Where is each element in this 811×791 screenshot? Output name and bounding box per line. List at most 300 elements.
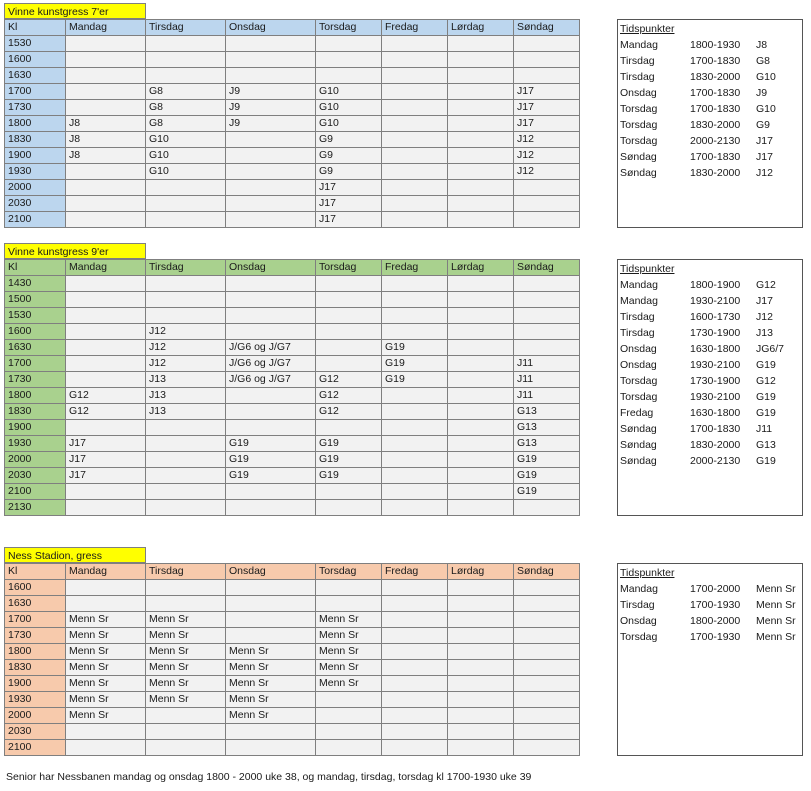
time-cell: 1500 [5,292,66,308]
slot-cell [316,740,382,756]
time-cell: 1630 [5,596,66,612]
tidspunkt-day: Mandag [620,583,658,595]
slot-cell [66,740,146,756]
slot-cell: J9 [226,84,316,100]
tidspunkt-day: Torsdag [620,631,658,643]
slot-cell [382,324,448,340]
slot-cell [66,356,146,372]
slot-cell [448,660,514,676]
slot-cell [146,196,226,212]
slot-cell [382,84,448,100]
slot-cell [514,292,580,308]
slot-cell [146,180,226,196]
slot-cell [316,68,382,84]
table-row [5,116,580,132]
slot-cell [146,708,226,724]
header-row [5,20,580,36]
slot-cell [382,676,448,692]
tidspunkt-time: 1700-1830 [690,103,741,115]
slot-cell: G12 [316,404,382,420]
slot-cell: G8 [146,116,226,132]
time-cell: 1800 [5,116,66,132]
table-row [5,324,580,340]
column-header: Lørdag [448,20,514,36]
slot-cell [146,436,226,452]
tidspunkt-team: G8 [756,55,771,67]
column-header: Tirsdag [146,20,226,36]
tidspunkt-time: 1830-2000 [690,439,741,451]
slot-cell: Menn Sr [226,660,316,676]
slot-cell [448,196,514,212]
table-row [5,436,580,452]
section3-title: Ness Stadion, gress [4,547,146,563]
table-row [5,212,580,228]
slot-cell [316,420,382,436]
tidspunkt-row [620,309,800,325]
tidspunkt-row [620,421,800,437]
tidspunkt-day: Søndag [620,167,657,179]
slot-cell [146,580,226,596]
tidspunkt-day: Tirsdag [620,327,655,339]
tidspunkt-row [620,597,800,613]
tidspunkt-time: 1700-1830 [690,55,741,67]
column-header: Fredag [382,260,448,276]
slot-cell [514,52,580,68]
slot-cell [448,292,514,308]
section3-schedule-table [4,563,580,756]
tidspunkt-team: J12 [756,311,773,323]
column-header: Søndag [514,20,580,36]
time-cell: 1800 [5,644,66,660]
slot-cell [382,692,448,708]
slot-cell [514,660,580,676]
time-cell: 1930 [5,692,66,708]
table-row [5,612,580,628]
slot-cell [448,740,514,756]
slot-cell [382,212,448,228]
slot-cell [448,324,514,340]
slot-cell [316,324,382,340]
column-header: Lørdag [448,564,514,580]
slot-cell [448,132,514,148]
slot-cell [382,452,448,468]
slot-cell [66,340,146,356]
slot-cell [226,580,316,596]
time-cell: 1730 [5,628,66,644]
slot-cell [514,180,580,196]
tidspunkt-team: JG6/7 [756,343,785,355]
slot-cell [382,500,448,516]
time-cell: 2000 [5,708,66,724]
column-header: Onsdag [226,20,316,36]
tidspunkt-row [620,581,800,597]
tidspunkt-team: J12 [756,167,773,179]
slot-cell: J12 [514,148,580,164]
slot-cell [146,52,226,68]
tidspunkt-time: 1830-2000 [690,167,741,179]
slot-cell [514,724,580,740]
slot-cell: G12 [316,372,382,388]
slot-cell [448,580,514,596]
slot-cell [448,484,514,500]
slot-cell [66,164,146,180]
slot-cell: Menn Sr [316,644,382,660]
slot-cell [382,148,448,164]
slot-cell: J13 [146,388,226,404]
slot-cell [382,116,448,132]
slot-cell [146,276,226,292]
slot-cell [226,740,316,756]
tidspunkt-team: G19 [756,359,776,371]
table-row [5,84,580,100]
tidspunkt-team: J8 [756,39,768,51]
slot-cell [382,196,448,212]
slot-cell [382,100,448,116]
slot-cell: J17 [316,196,382,212]
tidspunkt-team: G10 [756,71,776,83]
slot-cell [316,36,382,52]
slot-cell: G19 [514,484,580,500]
slot-cell [226,68,316,84]
tidspunkt-day: Tirsdag [620,55,655,67]
slot-cell [382,292,448,308]
tidspunkt-time: 1800-2000 [690,615,741,627]
slot-cell: J9 [226,100,316,116]
column-header: Kl [5,260,66,276]
table-row [5,404,580,420]
slot-cell [146,484,226,500]
slot-cell [382,180,448,196]
slot-cell: J8 [66,148,146,164]
tidspunkt-team: Menn Sr [756,631,796,643]
slot-cell [146,420,226,436]
table-row [5,340,580,356]
slot-cell [514,340,580,356]
tidspunkt-time: 1930-2100 [690,391,741,403]
slot-cell: Menn Sr [226,644,316,660]
column-header: Mandag [66,20,146,36]
tidspunkt-day: Mandag [620,39,658,51]
slot-cell [448,340,514,356]
tidspunkt-day: Søndag [620,439,657,451]
time-cell: 1900 [5,148,66,164]
slot-cell [514,676,580,692]
tidspunkt-time: 2000-2130 [690,455,741,467]
tidspunkter-heading: Tidspunkter [620,23,675,35]
column-header: Mandag [66,564,146,580]
slot-cell [448,692,514,708]
table-row [5,308,580,324]
slot-cell: J8 [66,116,146,132]
slot-cell: G13 [514,420,580,436]
slot-cell: G19 [514,468,580,484]
slot-cell [514,196,580,212]
table-row [5,420,580,436]
slot-cell [66,724,146,740]
slot-cell [66,308,146,324]
slot-cell: Menn Sr [226,708,316,724]
tidspunkt-time: 1630-1800 [690,343,741,355]
slot-cell [146,36,226,52]
slot-cell: Menn Sr [146,660,226,676]
section2-title: Vinne kunstgress 9'er [4,243,146,259]
tidspunkt-day: Torsdag [620,375,658,387]
slot-cell [514,580,580,596]
slot-cell [226,52,316,68]
time-cell: 1600 [5,52,66,68]
slot-cell: Menn Sr [66,612,146,628]
slot-cell [448,436,514,452]
slot-cell [382,404,448,420]
tidspunkt-team: J13 [756,327,773,339]
slot-cell: J11 [514,356,580,372]
slot-cell [146,724,226,740]
slot-cell: G13 [514,404,580,420]
slot-cell: Menn Sr [66,692,146,708]
tidspunkt-row [620,133,800,149]
column-header: Torsdag [316,564,382,580]
slot-cell [448,52,514,68]
table-row [5,692,580,708]
slot-cell [66,580,146,596]
tidspunkter-heading: Tidspunkter [620,263,675,275]
slot-cell [66,484,146,500]
table-row [5,148,580,164]
column-header: Kl [5,564,66,580]
slot-cell: G19 [382,340,448,356]
slot-cell: Menn Sr [316,612,382,628]
tidspunkt-time: 1800-1900 [690,279,741,291]
slot-cell: G12 [66,388,146,404]
section2-schedule-table [4,259,580,516]
slot-cell: J13 [146,404,226,420]
tidspunkt-row [620,325,800,341]
tidspunkt-day: Torsdag [620,103,658,115]
time-cell: 1730 [5,100,66,116]
tidspunkt-time: 1700-1830 [690,151,741,163]
slot-cell: J8 [66,132,146,148]
slot-cell: J17 [514,100,580,116]
slot-cell [146,452,226,468]
tidspunkt-day: Mandag [620,295,658,307]
column-header: Fredag [382,20,448,36]
slot-cell: G8 [146,100,226,116]
column-header: Tirsdag [146,260,226,276]
tidspunkt-team: Menn Sr [756,615,796,627]
time-cell: 1830 [5,132,66,148]
tidspunkt-row [620,613,800,629]
slot-cell: Menn Sr [146,628,226,644]
slot-cell: G19 [226,452,316,468]
slot-cell: G19 [316,468,382,484]
slot-cell: J17 [514,116,580,132]
slot-cell [146,596,226,612]
slot-cell [382,468,448,484]
time-cell: 1800 [5,388,66,404]
tidspunkt-row [620,373,800,389]
table-row [5,660,580,676]
slot-cell [146,68,226,84]
slot-cell [66,100,146,116]
time-cell: 1630 [5,68,66,84]
tidspunkt-day: Onsdag [620,359,657,371]
slot-cell [66,196,146,212]
slot-cell [66,372,146,388]
table-row [5,164,580,180]
table-row [5,276,580,292]
tidspunkt-row [620,437,800,453]
slot-cell [316,276,382,292]
slot-cell [66,420,146,436]
slot-cell [316,692,382,708]
table-row [5,196,580,212]
time-cell: 1530 [5,36,66,52]
tidspunkt-time: 1700-1930 [690,599,741,611]
slot-cell: Menn Sr [226,692,316,708]
tidspunkt-time: 1630-1800 [690,407,741,419]
tidspunkt-row [620,117,800,133]
tidspunkt-team: Menn Sr [756,583,796,595]
slot-cell [226,36,316,52]
tidspunkt-row [620,149,800,165]
table-row [5,644,580,660]
slot-cell: Menn Sr [146,644,226,660]
tidspunkt-team: G19 [756,407,776,419]
slot-cell: G19 [382,372,448,388]
slot-cell [146,292,226,308]
slot-cell [316,596,382,612]
slot-cell [316,340,382,356]
slot-cell: J17 [66,452,146,468]
slot-cell [146,468,226,484]
slot-cell [448,404,514,420]
slot-cell [382,164,448,180]
tidspunkt-time: 1700-1830 [690,87,741,99]
tidspunkt-row [620,453,800,469]
tidspunkt-day: Torsdag [620,391,658,403]
slot-cell: J17 [316,212,382,228]
slot-cell: G12 [316,388,382,404]
time-cell: 2030 [5,468,66,484]
slot-cell [226,628,316,644]
slot-cell [226,196,316,212]
slot-cell [66,324,146,340]
slot-cell [514,740,580,756]
slot-cell [146,740,226,756]
slot-cell: J11 [514,388,580,404]
slot-cell [448,388,514,404]
slot-cell [382,420,448,436]
table-row [5,180,580,196]
slot-cell [448,276,514,292]
slot-cell: Menn Sr [316,628,382,644]
column-header: Søndag [514,564,580,580]
slot-cell: G13 [514,436,580,452]
tidspunkt-time: 1730-1900 [690,375,741,387]
table-row [5,292,580,308]
tidspunkt-row [620,357,800,373]
slot-cell [226,324,316,340]
table-row [5,52,580,68]
time-cell: 2030 [5,196,66,212]
slot-cell [448,212,514,228]
time-cell: 1630 [5,340,66,356]
tidspunkt-team: Menn Sr [756,599,796,611]
time-cell: 1700 [5,612,66,628]
slot-cell [448,180,514,196]
time-cell: 2100 [5,484,66,500]
column-header: Tirsdag [146,564,226,580]
time-cell: 2100 [5,212,66,228]
slot-cell [382,628,448,644]
slot-cell [514,692,580,708]
slot-cell [448,372,514,388]
table-row [5,500,580,516]
slot-cell: G9 [316,164,382,180]
time-cell: 1600 [5,324,66,340]
tidspunkt-day: Onsdag [620,343,657,355]
slot-cell [448,708,514,724]
column-header: Lørdag [448,260,514,276]
slot-cell [514,324,580,340]
slot-cell [448,164,514,180]
tidspunkt-row [620,277,800,293]
tidspunkter-heading: Tidspunkter [620,567,675,579]
slot-cell [226,212,316,228]
tidspunkt-day: Tirsdag [620,599,655,611]
slot-cell [66,68,146,84]
slot-cell: J12 [514,164,580,180]
time-cell: 2000 [5,180,66,196]
slot-cell [382,132,448,148]
slot-cell [514,308,580,324]
tidspunkt-day: Mandag [620,279,658,291]
slot-cell: J12 [146,340,226,356]
slot-cell [382,596,448,612]
column-header: Kl [5,20,66,36]
slot-cell [514,644,580,660]
slot-cell: Menn Sr [66,660,146,676]
slot-cell: G9 [316,132,382,148]
slot-cell [316,580,382,596]
slot-cell [226,420,316,436]
slot-cell [146,500,226,516]
time-cell: 1700 [5,356,66,372]
slot-cell: G19 [316,452,382,468]
time-cell: 2130 [5,500,66,516]
slot-cell: J11 [514,372,580,388]
tidspunkt-team: J17 [756,151,773,163]
section1-tidspunkter-box [617,19,803,228]
tidspunkt-day: Tirsdag [620,311,655,323]
slot-cell [316,500,382,516]
time-cell: 1900 [5,420,66,436]
tidspunkt-team: G19 [756,391,776,403]
slot-cell: Menn Sr [316,660,382,676]
time-cell: 1930 [5,436,66,452]
table-row [5,484,580,500]
slot-cell: J17 [66,436,146,452]
time-cell: 1700 [5,84,66,100]
time-cell: 1430 [5,276,66,292]
slot-cell: Menn Sr [226,676,316,692]
section1-title: Vinne kunstgress 7'er [4,3,146,19]
slot-cell [382,436,448,452]
tidspunkt-row [620,85,800,101]
slot-cell: G10 [146,132,226,148]
slot-cell: J/G6 og J/G7 [226,372,316,388]
table-row [5,356,580,372]
